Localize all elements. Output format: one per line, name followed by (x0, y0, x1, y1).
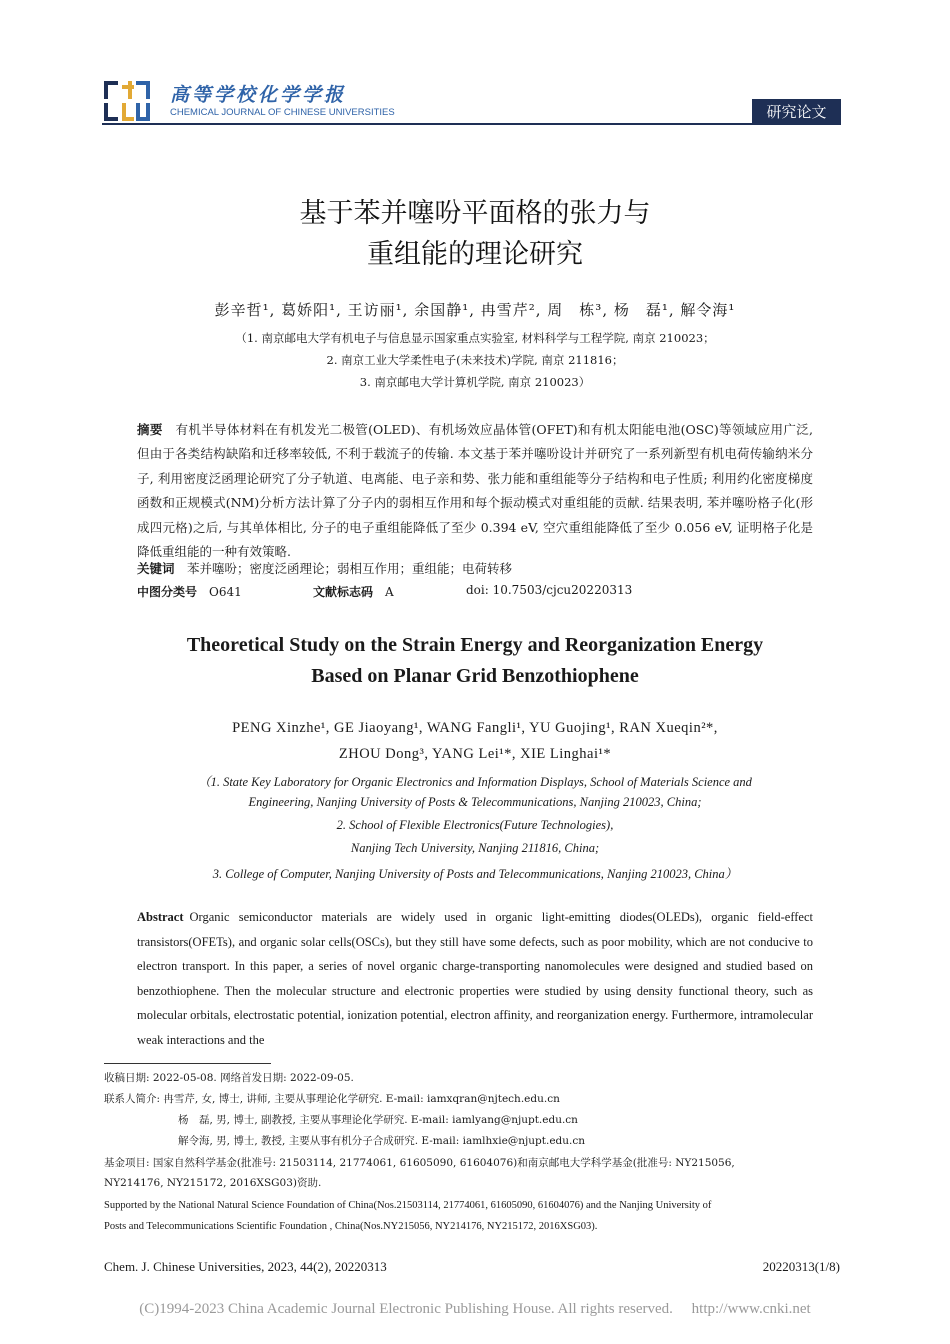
citation-footer: Chem. J. Chinese Universities, 2023, 44(2), 20220313 (104, 1259, 387, 1274)
footnote-funding-cn-1: 基金项目: 国家自然科学基金(批准号: 21503114, 21774061, 61605090, 61604076)和南京邮电大学科学基金(批准号: NY215056, (104, 1157, 735, 1169)
doc-code-label: 文献标志码 (313, 585, 374, 599)
title-cn-line-2: 重组能的理论研究 (367, 239, 583, 270)
journal-name-en: CHEMICAL JOURNAL OF CHINESE UNIVERSITIES (170, 107, 395, 118)
keywords-label: 关键词 (137, 561, 175, 576)
journal-logo (102, 79, 152, 123)
title-cn-line-1: 基于苯并噻吩平面格的张力与 (299, 198, 651, 229)
footnote-contact-1: 联系人简介: 冉雪芹, 女, 博士, 讲师, 主要从事理论化学研究. E-mail: iamxqran@njtech.edu.cn (104, 1093, 560, 1105)
footnote-funding-cn-2: NY214176, NY215172, 2016XSG03)资助. (104, 1177, 322, 1189)
page-number: 20220313(1/8) (762, 1259, 840, 1274)
footnote-funding-en-2: Posts and Telecommunications Scientific Foundation , China(Nos.NY215056, NY214176, NY215172, 2016XSG03). (104, 1221, 598, 1232)
title-en-line-1: Theoretical Study on the Strain Energy and Reorganization Energy (186, 634, 764, 656)
affiliation-cn-2: 2. 南京工业大学柔性电子(未来技术)学院, 南京 211816； (326, 353, 624, 367)
clc-label: 中图分类号 (137, 585, 198, 599)
abstract-en-text: Organic semiconductor materials are widely used in organic light-emitting diodes(OLEDs), organic field-effect transistors(OFETs), and organic solar cells(OSCs), but they still have some defects, such as poor mobility, which are not conducive to electron transport. In this paper, a series of novel organic charge-transporting nanomolecules were designed and studied based on benzothiophene. Then the molecular structure and electronic properties were studied by using density functional theory, such as molecular orbitals, electrostatic potential, ionization potential, electron affinity, and reorganization energy. Furthermore, intramolecular weak interactions and the (137, 910, 813, 1047)
authors-en-line-1: PENG Xinzhe¹, GE Jiaoyang¹, WANG Fangli¹, YU Guojing¹, RAN Xueqin²*, (232, 720, 718, 736)
footnote-funding-en-1: Supported by the National Natural Science Foundation of China(Nos.21503114, 21774061, 61605090, 61604076) and the Nanjing University of (104, 1200, 712, 1211)
abstract-en (137, 905, 813, 1053)
clc-number (137, 583, 242, 600)
authors-en-line-2: ZHOU Dong³, YANG Lei¹*, XIE Linghai¹* (338, 746, 612, 762)
title-en-line-2: Based on Planar Grid Benzothiophene (311, 665, 639, 687)
abstract-en-label: Abstract (137, 910, 184, 924)
copyright-watermark: (C)1994-2023 China Academic Journal Electronic Publishing House. All rights reserved. http://www.cnki.net (139, 1301, 811, 1317)
footnote-rule (104, 1063, 271, 1064)
clc-value: O641 (209, 585, 242, 599)
affiliation-en-2: Engineering, Nanjing University of Posts & Telecommunications, Nanjing 210023, China; (248, 795, 702, 809)
authors-cn: 彭辛哲¹, 葛娇阳¹, 王访丽¹, 余国静¹, 冉雪芹², 周 栋³, 杨 磊¹, 解令海¹ (214, 301, 736, 319)
affiliation-en-5: 3. College of Computer, Nanjing University of Posts and Telecommunications, Nanjing 210023, China） (212, 867, 738, 881)
affiliation-en-1: （1. State Key Laboratory for Organic Electronics and Information Displays, School of Materials Science and (198, 775, 752, 789)
abstract-cn (137, 418, 813, 564)
keywords (137, 559, 512, 577)
affiliation-en-4: Nanjing Tech University, Nanjing 211816, China; (350, 841, 600, 855)
section-tag: 研究论文 (752, 99, 841, 125)
footnote-contact-2: 杨 磊, 男, 博士, 副教授, 主要从事理论化学研究. E-mail: iamlyang@njupt.edu.cn (178, 1114, 578, 1126)
footnote-received: 收稿日期: 2022-05-08. 网络首发日期: 2022-09-05. (104, 1072, 354, 1084)
journal-name-cn: 高等学校化学学报 (170, 84, 347, 106)
abstract-cn-text: 有机半导体材料在有机发光二极管(OLED)、有机场效应晶体管(OFET)和有机太阳能电池(OSC)等领域应用广泛, 但由于各类结构缺陷和迁移率较低, 不利于载流子的传输. 本文基于苯并噻吩设计并研究了一系列新型有机电荷传输纳米分子, 利用密度泛函理论研究了分子轨道、电离能、电子亲和势、张力能和重组能等分子结构和电子性质; 利用约化密度梯度函数和正规模式(NM)分析方法计算了分子内的弱相互作用和每个振动模式对重组能的贡献. 结果表明, 苯并噻吩格子化(形成四元格)之后, 与其单体相比, 分子的电子重组能降低了至少 0.394 eV, 空穴重组能降低了至少 0.056 eV, 证明格子化是降低重组能的一种有效策略. (137, 422, 813, 560)
document-code (313, 583, 394, 600)
abstract-cn-label: 摘要 (137, 422, 163, 437)
footnote-contact-3: 解令海, 男, 博士, 教授, 主要从事有机分子合成研究. E-mail: iamlhxie@njupt.edu.cn (178, 1135, 586, 1147)
affiliation-cn-1: （1. 南京邮电大学有机电子与信息显示国家重点实验室, 材料科学与工程学院, 南京 210023； (235, 331, 715, 345)
affiliation-en-3: 2. School of Flexible Electronics(Future Technologies), (336, 818, 614, 832)
keywords-text: 苯并噻吩；密度泛函理论；弱相互作用；重组能；电荷转移 (187, 561, 513, 576)
affiliation-cn-3: 3. 南京邮电大学计算机学院, 南京 210023） (359, 375, 591, 389)
header-rule (102, 123, 752, 125)
doi: doi: 10.7503/cjcu20220313 (466, 583, 633, 597)
doc-code-value: A (385, 585, 394, 599)
